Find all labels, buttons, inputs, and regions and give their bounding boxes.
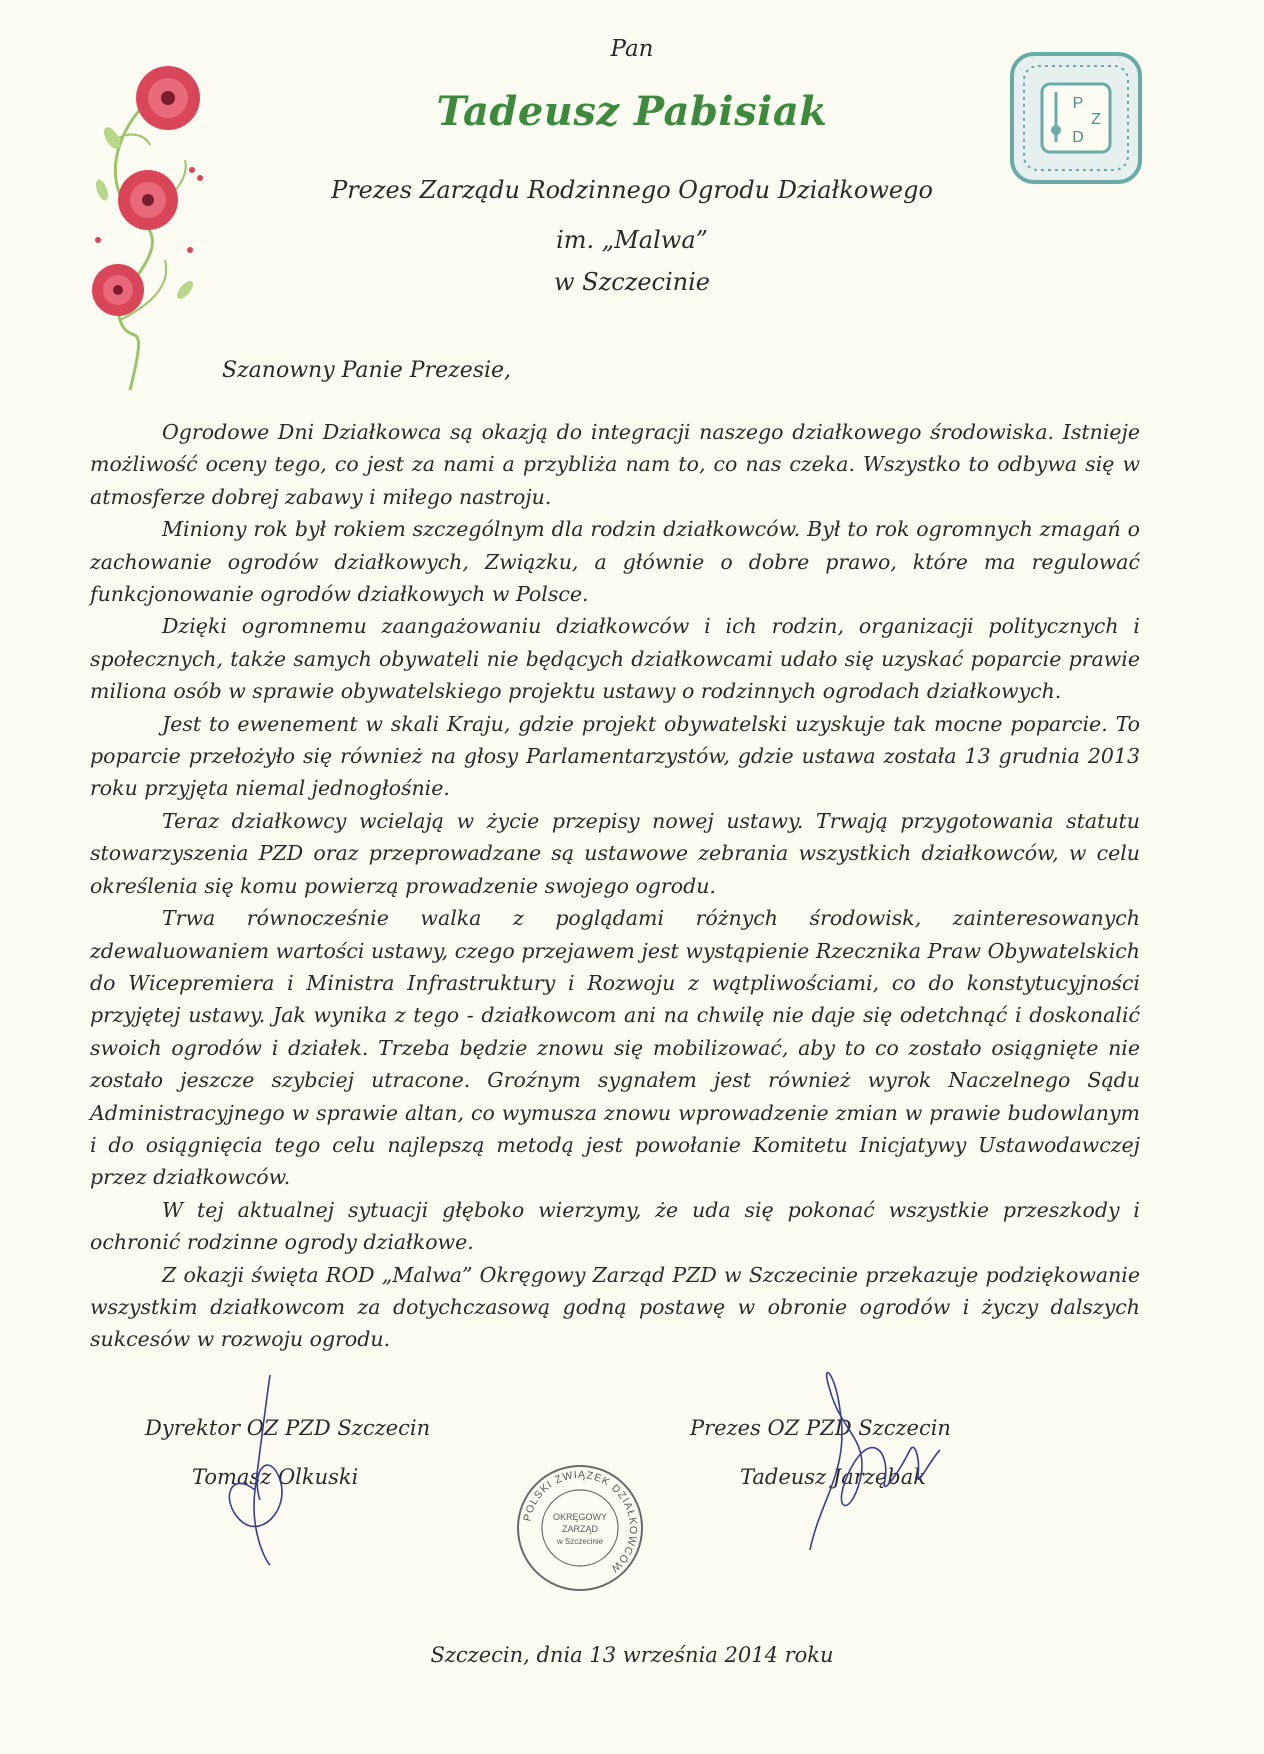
right-signatory-name: Tadeusz Jarzębak xyxy=(740,1465,926,1489)
paragraph: W tej aktualnej sytuacji głęboko wierzymy, że uda się pokonać wszystkie przeszkody i ochronić rodzinne ogrody działkowe. xyxy=(90,1197,1140,1255)
right-signatory-title: Prezes OZ PZD Szczecin xyxy=(690,1416,951,1440)
logo-letter-p: P xyxy=(1072,95,1084,112)
paragraph: Miniony rok był rokiem szczególnym dla rodzin działkowców. Był to rok ogromnych zmagań o zachowanie ogrodów działkowych, Związku, a głównie o dobre prawo, które ma regulować funkcjonowanie ogrodów działkowych w Polsce. xyxy=(90,517,1140,607)
paragraph: Jest to ewenement w skali Kraju, gdzie projekt obywatelski uzyskuje tak mocne poparcie. To poparcie przełożyło się również na głosy Parlamentarzystów, gdzie ustawa została 13 grudnia 2013 roku przyjęta niemal jednogłośnie. xyxy=(90,711,1140,801)
left-handwritten-signature xyxy=(210,1370,330,1570)
stamp-outer-text: POLSKI ZWIĄZEK DZIAŁKOWCÓW xyxy=(521,1468,640,1576)
paragraph: Teraz działkowcy wcielają w życie przepisy nowej ustawy. Trwają przygotowania statutu stowarzyszenia PZD oraz przeprowadzane są ustawowe zebrania wszystkich działkowców, w celu określenia się komu powierzą prowadzenie swojego ogrodu. xyxy=(90,808,1140,898)
paragraph: Ogrodowe Dni Działkowca są okazją do integracji naszego działkowego środowiska. Istnieje możliwość oceny tego, co jest za nami a przybliża nam to, co nas czeka. Wszystko to odbywa się w atmosferze dobrej zabawy i miłego nastroju. xyxy=(90,420,1140,509)
paragraph: Dzięki ogromnemu zaangażowaniu działkowców i ich rodzin, organizacji politycznych i społecznych, także samych obywateli nie będących działkowcami udało się uzyskać poparcie prawie miliona osób w sprawie obywatelskiego projektu ustawy o rodzinnych ogrodach działkowych. xyxy=(90,614,1140,704)
stamp-line-3: w Szczecinie xyxy=(556,1537,604,1546)
logo-letter-z: Z xyxy=(1091,111,1101,128)
garden-name: im. „Malwa” xyxy=(556,226,708,254)
garden-city: w Szczecinie xyxy=(554,268,710,296)
left-signatory-name: Tomasz Olkuski xyxy=(192,1465,359,1489)
recipient-name: Tadeusz Pabisiak xyxy=(436,88,828,135)
stamp-line-1: OKRĘGOWY xyxy=(552,1512,608,1522)
letter-greeting: Szanowny Panie Prezesie, xyxy=(222,358,512,383)
paragraph: Trwa równocześnie walka z poglądami różnych środowisk, zainteresowanych zdewaluowaniem wartości ustawy, czego przejawem jest wystąpienie Rzecznika Praw Obywatelskich do Wicepremiera i Ministra Infrastruktury i Rozwoju z wątpliwościami, co do konstytucyjności przyjętej ustawy. Jak wynika z tego - działkowcom ani na chwilę nie daje się odetchnąć i doskonalić swoich ogrodów i działek. Trzeba będzie znowu się mobilizować, aby to co zostało osiągnięte nie zostało jeszcze szybciej utracone. Groźnym sygnałem jest również wyrok Naczelnego Sądu Administracyjnego w sprawie altan, co wymusza znowu wprowadzenie zmian w prawie budowlanym i do osiągnięcia tego celu najlepszą metodą jest powołanie Komitetu Inicjatywy Ustawodawczej przez działkowców. xyxy=(90,906,1140,1190)
letter-body xyxy=(90,416,1140,1356)
left-signatory-title: Dyrektor OZ PZD Szczecin xyxy=(145,1416,431,1440)
salutation-title: Pan xyxy=(610,36,654,62)
stamp-line-2: ZARZĄD xyxy=(562,1524,598,1534)
paragraph: Z okazji święta ROD „Malwa” Okręgowy Zarząd PZD w Szczecinie przekazuje podziękowanie wszystkim działkowcom za dotychczasową godną postawę w obronie ogrodów i życzy dalszych sukcesów w rozwoju ogrodu. xyxy=(90,1262,1140,1352)
letter-date: Szczecin, dnia 13 września 2014 roku xyxy=(430,1643,834,1667)
official-stamp xyxy=(514,1462,646,1594)
right-handwritten-signature xyxy=(790,1350,950,1560)
logo-letter-d: D xyxy=(1072,129,1084,146)
recipient-role: Prezes Zarządu Rodzinnego Ogrodu Działkowego xyxy=(331,176,933,204)
